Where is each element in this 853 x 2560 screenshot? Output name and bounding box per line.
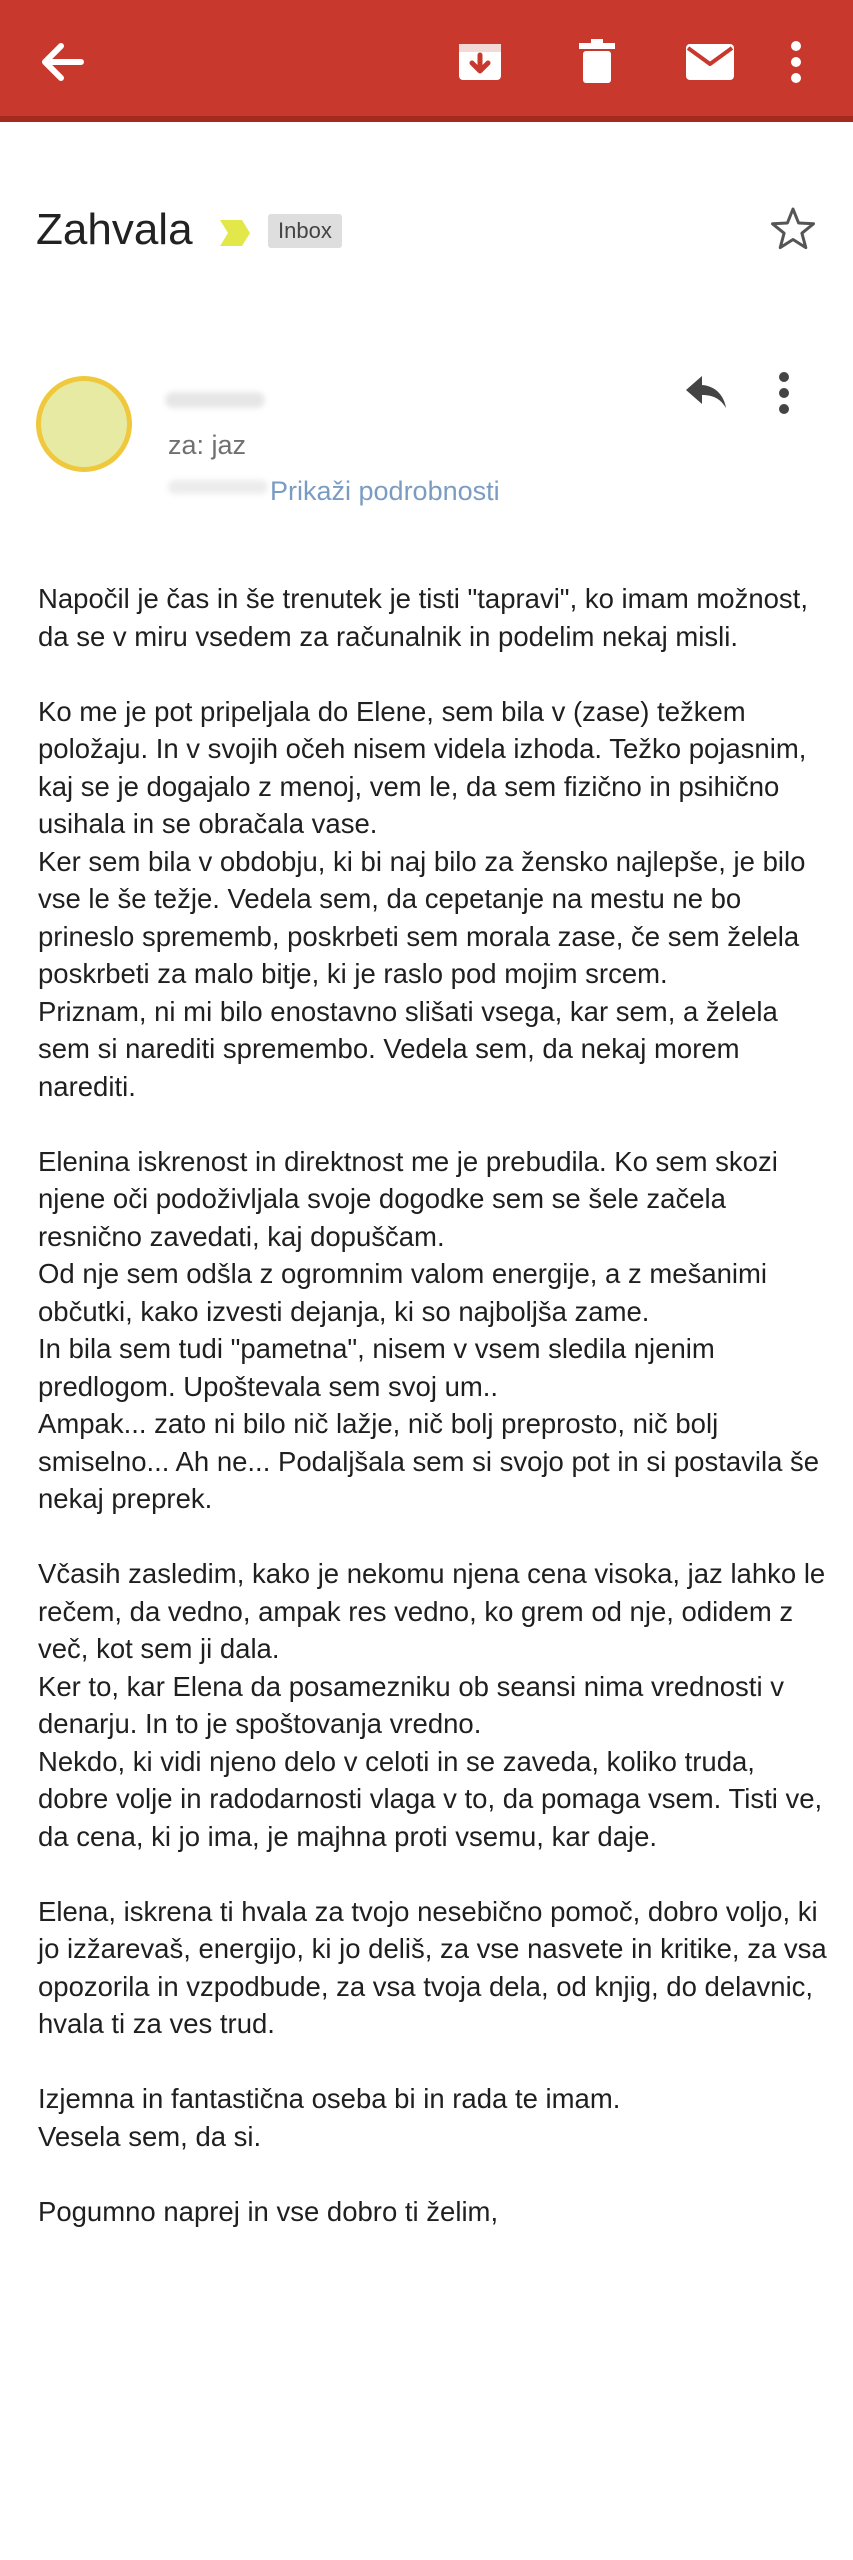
importance-marker[interactable]	[218, 218, 252, 253]
paragraph	[38, 1143, 828, 1518]
paragraph	[38, 1893, 828, 2043]
star-button[interactable]	[770, 206, 816, 257]
paragraph-line: Ko me je pot pripeljala do Elene, sem bila v (zase) težkem položaju. In v svojih očeh nisem videla izhoda. Težko pojasnim, kaj se je dogajalo z menoj, vem le, da sem fizično in psihično usihala in se obračala vase.	[38, 695, 807, 839]
show-details-link[interactable]: Prikaži podrobnosti	[270, 476, 500, 506]
sender-avatar[interactable]	[36, 376, 132, 472]
paragraph-line: Nekdo, ki vidi njeno delo v celoti in se zaveda, koliko truda, dobre volje in radodarnosti vlaga v to, da pomaga vsem. Tisti ve, da cena, ki jo ima, je majhna proti vsemu, kar daje.	[38, 1745, 823, 1852]
paragraph-line: Pogumno naprej in vse dobro ti želim,	[38, 2195, 499, 2227]
paragraph-line: Ampak... zato ni bilo nič lažje, nič bolj preprosto, nič bolj smiselno... Ah ne... Podaljšala sem si svojo pot in si postavila še nekaj preprek.	[38, 1408, 820, 1514]
email-subject: Zahvala	[36, 205, 193, 254]
paragraph-line: Priznam, ni mi bilo enostavno slišati vsega, kar sem, a želela sem si narediti spremembo. Vedela sem, da nekaj morem narediti.	[38, 995, 778, 1102]
paragraph-line: Ker sem bila v obdobju, ki bi naj bilo za žensko najlepše, je bilo vse le še težje. Vedela sem, da cepetanje na mestu ne bo prineslo sprememb, poskrbeti sem morala zase, če sem želela poskrbeti za malo bitje, ki je raslo pod mojim srcem.	[38, 845, 806, 989]
paragraph-line: Od nje sem odšla z ogromnim valom energije, a z mešanimi občutki, kako izvesti dejanja, ki so najboljša zame.	[38, 1258, 768, 1327]
delete-button[interactable]	[565, 30, 629, 94]
back-button[interactable]	[30, 30, 94, 94]
more-vert-icon	[776, 370, 792, 416]
paragraph-line: Vesela sem, da si.	[38, 2120, 262, 2152]
sender-address-redacted	[168, 480, 268, 494]
paragraph	[38, 2080, 828, 2155]
archive-icon	[456, 41, 504, 83]
inbox-label-badge[interactable]: Inbox	[268, 214, 342, 248]
subject-row	[0, 200, 853, 270]
mark-unread-button[interactable]	[678, 30, 742, 94]
paragraph-line: Včasih zasledim, kako je nekomu njena cena visoka, jaz lahko le rečem, da vedno, ampak res vedno, ko grem od nje, odidem z več, kot sem ji dala.	[38, 1558, 826, 1664]
recipient-line: za: jaz	[168, 430, 247, 460]
paragraph-line: Izjemna in fantastična oseba bi in rada te imam.	[38, 2083, 621, 2114]
star-outline-icon	[770, 206, 816, 252]
mail-icon	[684, 42, 736, 82]
paragraph-line: Elenina iskrenost in direktnost me je prebudila. Ko sem skozi njene oči podoživljala svoje dogodke sem se šele začela resnično zavedati, kaj dopuščam.	[38, 1145, 778, 1252]
paragraph	[38, 693, 828, 1106]
paragraph-line: Napočil je čas in še trenutek je tisti "tapravi", ko imam možnost, da se v miru vsedem za računalnik in podelim nekaj misli.	[38, 583, 808, 652]
message-body	[38, 580, 828, 2268]
trash-icon	[577, 39, 617, 85]
reply-button[interactable]	[682, 372, 730, 417]
overflow-menu-button[interactable]	[764, 30, 828, 94]
importance-marker-icon	[218, 218, 252, 248]
paragraph-line: Elena, iskrena ti hvala za tvojo nesebično pomoč, dobro voljo, ki jo izžarevaš, energijo, ki jo deliš, za vse nasvete in kritike, za vsa opozorila in vzpodbude, za vsa tvoja dela, od knjig, do delavnic, hvala ti za ves trud.	[38, 1895, 827, 2039]
message-more-button[interactable]	[776, 370, 792, 421]
app-toolbar	[0, 0, 853, 122]
sender-name-redacted	[165, 392, 265, 408]
paragraph-line: In bila sem tudi "pametna", nisem v vsem sledila njenim predlogom. Upoštevala sem svoj um..	[38, 1333, 715, 1402]
arrow-back-icon	[39, 42, 85, 82]
paragraph	[38, 1555, 828, 1855]
paragraph	[38, 2193, 828, 2231]
paragraph	[38, 580, 828, 655]
more-vert-icon	[788, 40, 804, 84]
paragraph-line: Ker to, kar Elena da posamezniku ob seansi nima vrednosti v denarju. In to je spoštovanja vredno.	[38, 1670, 784, 1739]
reply-icon	[682, 372, 730, 412]
archive-button[interactable]	[448, 30, 512, 94]
